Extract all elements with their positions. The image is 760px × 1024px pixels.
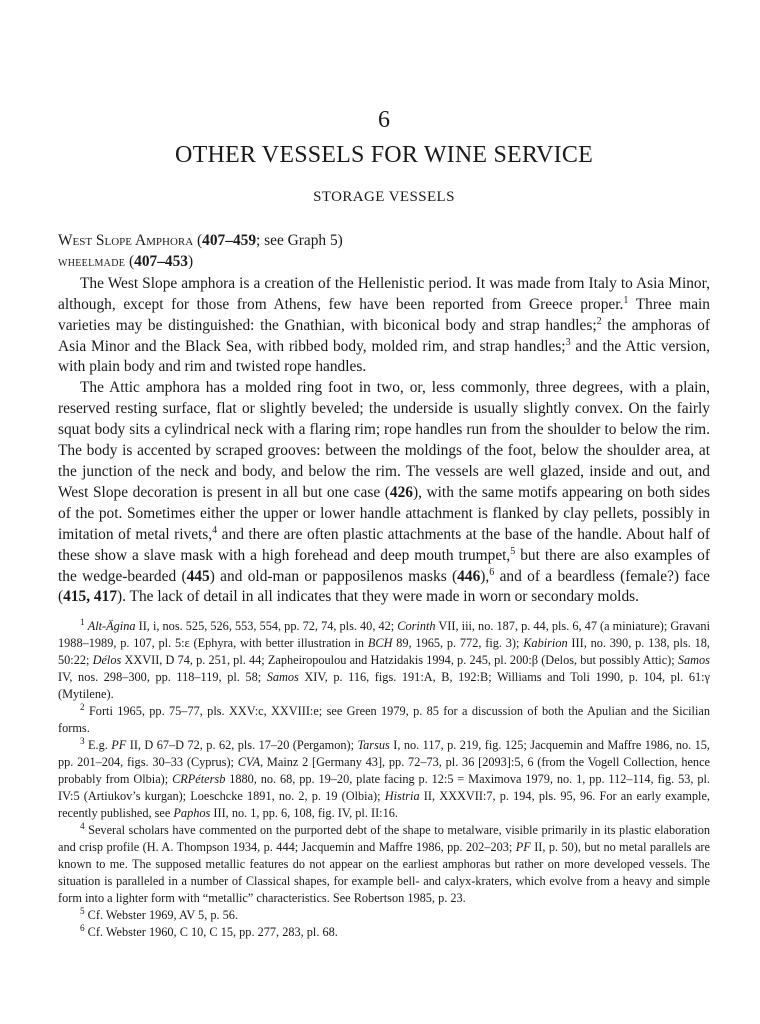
text-run: XXVII, D 74, p. 251, pl. 44; Zapheiropoulou and Hatzidakis 1994, p. 245, pl. 200:β (Delos, but possibly Attic); — [121, 653, 678, 667]
body-text — [58, 231, 710, 608]
subsection-graph-ref: ; see Graph 5) — [256, 232, 343, 249]
paragraph-2 — [58, 378, 710, 608]
italic-text: Samos — [266, 670, 299, 684]
text-run: The West Slope amphora is a creation of the Hellenistic period. It was made from Italy to Asia Minor, although, except for those from Athens, few have been reported from Greece proper. — [58, 274, 710, 313]
text-run: the amphoras of Asia Minor and the Black Sea, with ribbed body, molded rim, and strap handles; — [58, 316, 711, 355]
text-run: and of a beardless (female?) face ( — [58, 567, 710, 606]
text-run: II, D 67–D 72, p. 62, pls. 17–20 (Pergamon); — [126, 738, 358, 752]
footnote-6 — [58, 924, 710, 941]
footnote-ref: 3 — [80, 735, 85, 746]
footnote-ref: 2 — [596, 315, 602, 327]
italic-text: Paphos — [173, 806, 211, 820]
text-run: IV, nos. 298–300, pp. 118–119, pl. 58; — [58, 670, 267, 684]
italic-text: Alt-Ägina — [87, 619, 136, 633]
text-run: Forti 1965, pp. 75–77, pls. XXV:c, XXVIII:e; see Green 1979, p. 85 for a discussion of both the Apulian and the Sicilian forms. — [58, 704, 710, 735]
text-run: , Mainz 2 [Germany 43], pp. 72–73, pl. 36 [2093]:5, 6 (from the Vogell Collection, hence probably from Olbia); — [58, 755, 710, 786]
footnote-2 — [58, 703, 710, 737]
text-run: ), with the same motifs appearing on both sides of the pot. Sometimes either the upper or lower handle attachment is flanked by clay pellets, possibly in imitation of metal rivets, — [58, 483, 710, 543]
text-run: II, p. 50), but no metal parallels are known to me. The supposed metallic features do not appear on the earliest amphoras but rather on more developed vessels. The situation is paralleled in a number of Classical shapes, for example bell- and calyx-kraters, which evolve from a heavy and simple form into a lighter form with “metallic” characteristics. See Robertson 1985, p. 23. — [58, 840, 710, 905]
text-run: E.g. — [84, 738, 112, 752]
catalog-ref: 426 — [389, 483, 413, 501]
footnotes — [58, 618, 710, 941]
italic-text: Kabirion — [523, 636, 568, 650]
text-run: but there are also examples of the wedge-bearded ( — [58, 546, 710, 585]
footnote-ref: 6 — [80, 922, 85, 933]
text-run: ). The lack of detail in all indicates that they were made in worn or secondary molds. — [117, 588, 639, 606]
footnote-ref: 3 — [565, 336, 571, 348]
catalog-ref: 445 — [186, 567, 210, 585]
italic-text: PF — [111, 738, 127, 752]
subsection-heading: West Slope Amphora (407–459; see Graph 5) — [58, 232, 343, 249]
text-run: ), — [480, 567, 490, 585]
italic-text: CRPétersb — [172, 772, 226, 786]
paragraph-1 — [58, 274, 710, 379]
section-heading: STORAGE VESSELS — [313, 189, 455, 205]
text-run: I, no. 117, p. 219, fig. 125; Jacquemin and Maffre 1986, no. 15, pp. 201–204, figs. 30–33 (Cyprus); — [58, 738, 710, 769]
subsection-range: 407–459 — [202, 232, 257, 249]
catalog-ref: 415, 417 — [63, 588, 118, 606]
text-run: II, XXXVII:7, p. 194, pls. 95, 96. For an early example, recently published, see — [58, 789, 710, 820]
footnote-5 — [58, 907, 710, 924]
footnote-ref: 4 — [80, 820, 85, 831]
italic-text: BCH — [367, 636, 393, 650]
text-run: and there are often plastic attachments at the base of the handle. About half of these show a slave mask with a high forehead and deep mouth trumpet, — [58, 525, 710, 564]
italic-text: Délos — [92, 653, 122, 667]
text-run: 89, 1965, p. 772, fig. 3); — [392, 636, 524, 650]
footnote-1 — [58, 618, 710, 703]
italic-text: Samos — [677, 653, 710, 667]
footnote-ref: 5 — [510, 545, 516, 557]
sub-subsection-label: wheelmade — [58, 254, 126, 270]
italic-text: Histria — [384, 789, 420, 803]
footnote-ref: 1 — [80, 616, 85, 627]
text-run: VII, iii, no. 187, p. 44, pls. 6, 47 (a miniature); Gravani 1988–1989, p. 107, pl. 5:ε (Ephyra, with better illustration in — [58, 619, 711, 650]
text-run: II, i, nos. 525, 526, 553, 554, pp. 72, 74, pls. 40, 42; — [135, 619, 398, 633]
italic-text: PF — [515, 840, 531, 854]
footnote-4 — [58, 822, 710, 907]
footnote-ref: 2 — [80, 701, 85, 712]
text-run: and the Attic version, with plain body and rim and twisted rope handles. — [58, 337, 710, 376]
subsection-title: West Slope Amphora — [58, 232, 194, 249]
text-run: ) and old-man or papposilenos masks ( — [209, 567, 458, 585]
text-run: III, no. 1, pp. 6, 108, fig. IV, pl. II:16. — [210, 806, 398, 820]
text-run: Several scholars have commented on the purported debt of the shape to metalware, visible primarily in its plastic elaboration and crisp profile (H. A. Thompson 1934, p. 444; Jacquemin and Maffre 1986, pp. 202–203; — [58, 823, 710, 854]
text-run: The Attic amphora has a molded ring foot in two, or, less commonly, three degrees, with a plain, reserved resting surface, flat or slightly beveled; the underside is usually slightly convex. On the fairly squat body sits a cylindrical neck with a flaring rim; rope handles run from the shoulder to below the rim. The body is accented by scraped grooves: between the moldings of the foot, below the shoulder area, at the junction of the neck and body, and below the rim. The vessels are well glazed, inside and out, and West Slope decoration is present in all but one case ( — [58, 379, 710, 501]
text-run: III, no. 390, p. 138, pls. 18, 50:22; — [58, 636, 710, 667]
chapter-title: OTHER VESSELS FOR WINE SERVICE — [175, 142, 593, 168]
footnote-ref: 5 — [80, 905, 85, 916]
text-run: Cf. Webster 1960, C 10, C 15, pp. 277, 283, pl. 68. — [84, 925, 338, 939]
footnote-ref: 4 — [212, 524, 218, 536]
chapter-number: 6 — [378, 107, 390, 133]
sub-subsection-range: 407–453 — [134, 252, 188, 270]
text-run: 1880, no. 68, pp. 19–20, plate facing p. 12:5 = Maximova 1979, no. 1, pp. 112–114, fig. 53, pl. IV:5 (Artiukov’s kurgan); Loeschcke 1891, no. 2, p. 19 (Olbia); — [58, 772, 710, 803]
italic-text: Tarsus — [357, 738, 390, 752]
footnote-ref: 6 — [489, 566, 495, 578]
text-run: Three main varieties may be distinguished: the Gnathian, with biconical body and strap handles; — [58, 295, 710, 334]
italic-text: CVA — [237, 755, 261, 769]
catalog-ref: 446 — [457, 567, 481, 585]
footnote-ref: 1 — [623, 294, 629, 306]
italic-text: Corinth — [397, 619, 436, 633]
sub-subsection-heading: wheelmade (407–453) — [58, 252, 194, 270]
text-run: XIV, p. 116, figs. 191:A, B, 192:B; Williams and Toli 1990, p. 104, pl. 61:γ (Mytilene). — [58, 670, 710, 701]
text-run: Cf. Webster 1969, AV 5, p. 56. — [84, 908, 239, 922]
footnote-3 — [58, 737, 710, 822]
